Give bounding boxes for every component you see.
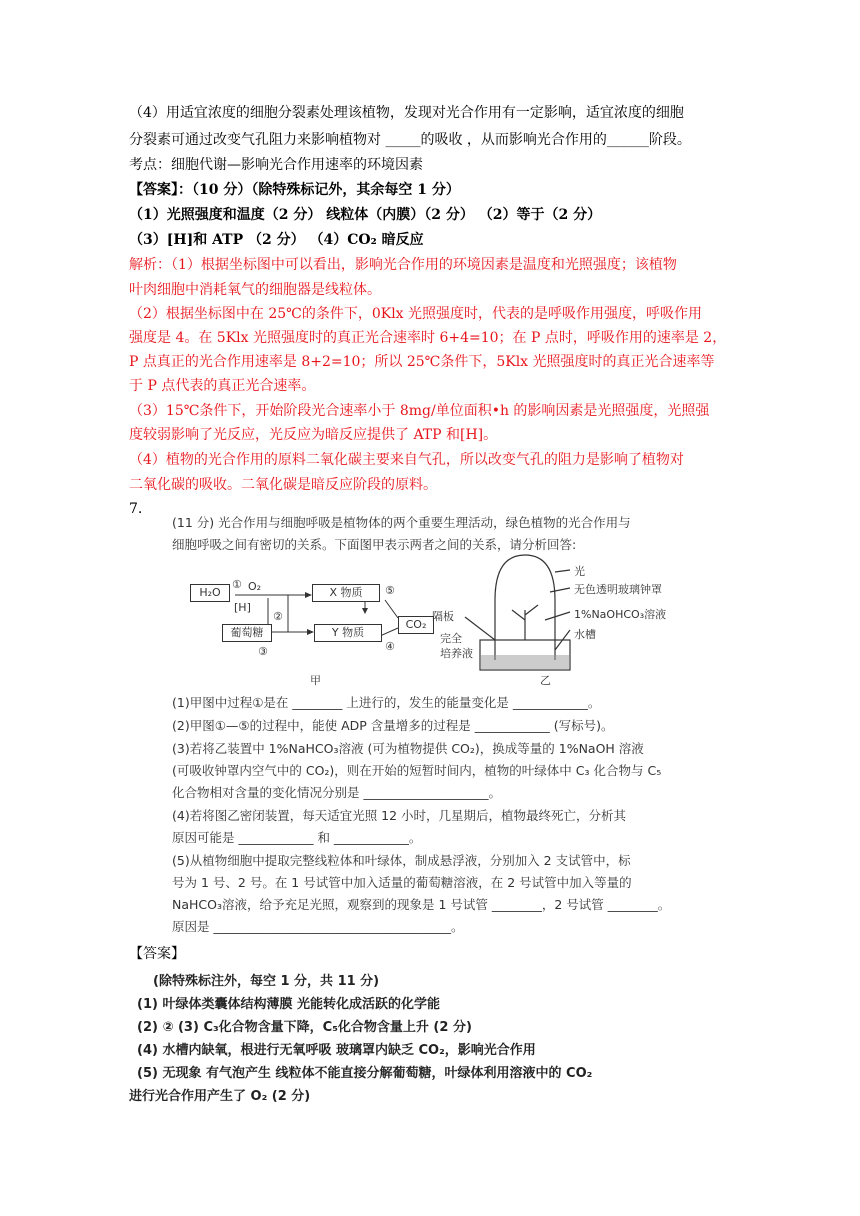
h2o-box: H₂O [190, 584, 230, 602]
q7-sub-5d: 原因是 ______________________________________。 [172, 919, 464, 934]
q7-sub-3c: 化合物相对含量的变化情况分别是 ____________________。 [172, 785, 501, 800]
glucose-box: 葡萄糖 [222, 624, 272, 642]
analysis-1a: 解析：（1）根据坐标图中可以看出，影响光合作用的环境因素是温度和光照强度；该植物 [129, 257, 677, 273]
q7-answer-4: (4) 水槽内缺氧，根进行无氧呼吸 玻璃罩内缺乏 CO₂，影响光合作用 [137, 1043, 536, 1058]
analysis-3b: 度较弱影响了光反应，光反应为暗反应提供了 ATP 和[H]。 [129, 427, 498, 443]
q7-sub-5a: (5)从植物细胞中提取完整线粒体和叶绿体，制成悬浮液，分别加入 2 支试管中，标 [172, 853, 631, 868]
step-5-label: ⑤ [385, 584, 395, 597]
question-number: 7. [129, 501, 143, 517]
bell-jar-label: 无色透明玻璃钟罩 [574, 583, 662, 596]
q7-stem-1: (11 分) 光合作用与细胞呼吸是植物体的两个重要生理活动，绿色植物的光合作用与 [172, 515, 631, 530]
step-4-label: ④ [385, 640, 395, 653]
q7-answer-1: (1) 叶绿体类囊体结构薄膜 光能转化成活跃的化学能 [137, 997, 440, 1012]
o2-label: O₂ [248, 580, 262, 593]
analysis-2a: （2）根据坐标图中在 25℃的条件下，0Klx 光照强度时，代表的是呼吸作用强度，呼吸作用 [129, 306, 703, 322]
q7-sub-2: (2)甲图①—⑤的过程中，能使 ADP 含量增多的过程是 ____________ (写标号)。 [172, 718, 614, 733]
q7-sub-5b: 号为 1 号、2 号。在 1 号试管中加入适量的葡萄糖溶液，在 2 号试管中加入等量的 [172, 875, 632, 890]
figure-yi-label: 乙 [540, 674, 551, 687]
medium-label: 培养液 [440, 647, 473, 660]
q7-sub-1: (1)甲图中过程①是在 ________ 上进行的，发生的能量变化是 ____________。 [172, 695, 601, 710]
h-label: [H] [234, 601, 251, 614]
answer-scoring: ：（10 分）（除特殊标记外，其余每空 1 分） [178, 182, 460, 198]
q7-sub-3a: (3)若将乙装置中 1%NaHCO₃溶液 (可为植物提供 CO₂)，换成等量的 1%NaOH 溶液 [172, 741, 644, 756]
question-7-scan [150, 500, 730, 934]
complete-label: 完全 [440, 632, 462, 645]
q7-answer-2-3: (2) ② (3) C₃化合物含量下降，C₅化合物含量上升 (2 分) [137, 1020, 472, 1035]
diagram-arrows [150, 500, 730, 700]
analysis-4a: （4）植物的光合作用的原料二氧化碳主要来自气孔，所以改变气孔的阻力是影响了植物对 [129, 452, 684, 468]
analysis-2c: P 点真正的光合作用速率是 8+2=10；所以 25℃条件下，5Klx 光照强度时的真正光合速率等 [129, 354, 715, 370]
q7-answer-header: (除特殊标注外，每空 1 分，共 11 分) [153, 974, 380, 989]
q7-answer-scan [129, 970, 729, 1110]
q7-answer-label: 【答案】 [129, 946, 185, 962]
analysis-2b: 强度是 4。在 5Klx 光照强度时的真正光合速率时 6+4=10；在 P 点时，呼吸作用的速率是 2， [129, 330, 727, 346]
q7-sub-3b: (可吸收钟罩内空气中的 CO₂)，则在开始的短暂时间内，植物的叶绿体中 C₃ 化合物与 C₅ [172, 763, 662, 778]
analysis-1b: 叶肉细胞中消耗氧气的细胞器是线粒体。 [129, 282, 381, 298]
q7-sub-4b: 原因可能是 ____________ 和 ____________。 [172, 830, 422, 845]
partition-label: 隔板 [432, 610, 454, 623]
x-substance-box: X 物质 [312, 584, 380, 602]
q6-topic: 考点：细胞代谢—影响光合作用速率的环境因素 [129, 157, 423, 173]
q6-answer-header [129, 181, 460, 200]
q7-answer-5b: 进行光合作用产生了 O₂ (2 分) [129, 1089, 311, 1104]
tank-label: 水槽 [574, 628, 596, 641]
answer-label: 【答案】 [129, 182, 178, 198]
step-1-label: ① [232, 578, 242, 591]
q6-answer-1: （1）光照强度和温度（2 分） 线粒体（内膜）（2 分） （2）等于（2 分） [129, 207, 602, 223]
step-2-label: ② [273, 610, 283, 623]
q7-sub-5c: NaHCO₃溶液，给予充足光照，观察到的现象是 1 号试管 ________，2 号试管 ________。 [172, 897, 671, 912]
analysis-2d: 于 P 点代表的真正光合速率。 [129, 378, 316, 394]
solution-label: 1%NaOHCO₃溶液 [574, 608, 667, 621]
step-3-label: ③ [258, 645, 268, 658]
co2-box: CO₂ [398, 616, 434, 634]
q6-answer-2: （3）[H]和 ATP （2 分） （4）CO₂ 暗反应 [129, 232, 424, 248]
q7-answer-5a: (5) 无现象 有气泡产生 线粒体不能直接分解葡萄糖，叶绿体利用溶液中的 CO₂ [137, 1066, 593, 1081]
analysis-3a: （3）15℃条件下，开始阶段光合速率小于 8mg/单位面积•h 的影响因素是光照强度，光照强 [129, 403, 710, 419]
q6-part4-line1: （4）用适宜浓度的细胞分裂素处理该植物，发现对光合作用有一定影响，适宜浓度的细胞 [129, 105, 684, 121]
q6-part4-line2: 分裂素可通过改变气孔阻力来影响植物对 _____的吸收 ，从而影响光合作用的______阶段。 [129, 132, 691, 148]
q7-stem-2: 细胞呼吸之间有密切的关系。下面图甲表示两者之间的关系，请分析回答: [172, 537, 577, 552]
figure-jia-label: 甲 [310, 674, 321, 687]
y-substance-box: Y 物质 [314, 624, 382, 642]
q7-sub-4a: (4)若将图乙密闭装置，每天适宜光照 12 小时，几星期后，植物最终死亡，分析其 [172, 808, 627, 823]
analysis-4b: 二氧化碳的吸收。二氧化碳是暗反应阶段的原料。 [129, 477, 437, 493]
light-label: 光 [574, 565, 585, 578]
